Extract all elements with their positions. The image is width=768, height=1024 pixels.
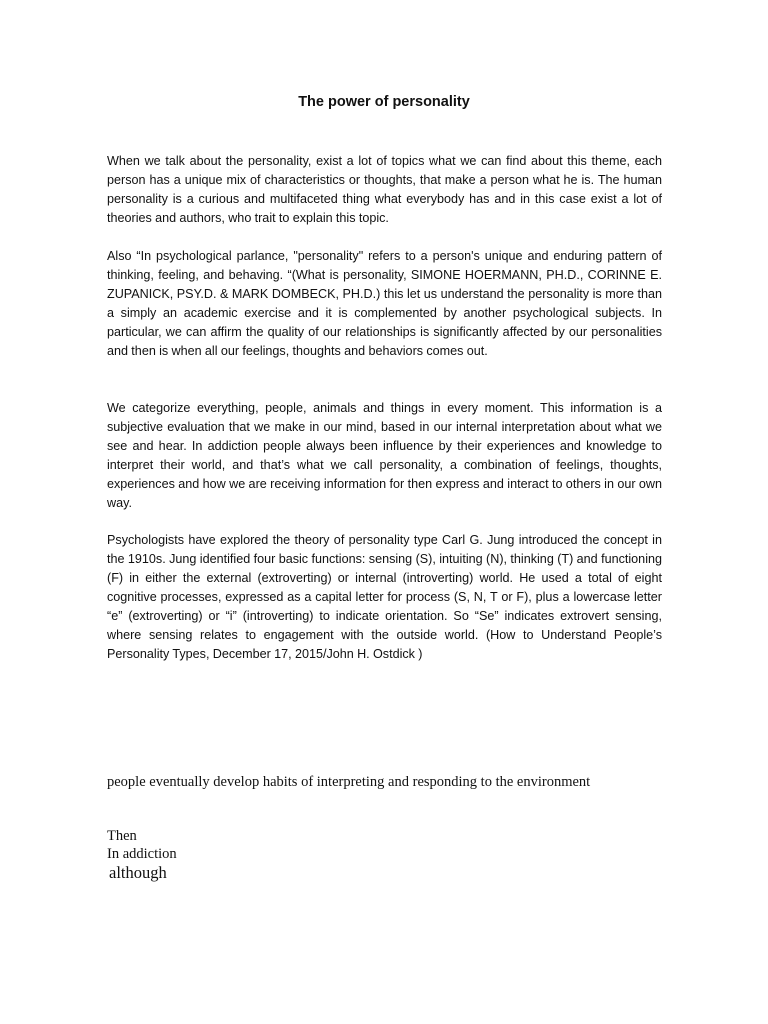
paragraph-intro: When we talk about the personality, exist a lot of topics what we can find about this theme, each person has a unique mix of characteristics or thoughts, that make a person what he is. The human personality is a curious and multifaceted thing what everybody has and in this case exist a lot of theories and authors, who trait to explain this topic.	[107, 154, 662, 225]
note-then: Then	[107, 828, 137, 844]
note-in-addiction: In addiction	[107, 846, 177, 862]
paragraph-categorize: We categorize everything, people, animals and things in every moment. This information is a subjective evaluation that we make in our mind, based in our internal interpretation about what we see and hear. In addiction people always been influence by their experiences and knowledge to interpret their world, and that’s what we call personality, a combination of feelings, thoughts, experiences and how we are receiving information for then express and interact to others in our own way.	[107, 401, 662, 510]
paragraph-definition: Also “In psychological parlance, "personality" refers to a person's unique and enduring pattern of thinking, feeling, and behaving. “(What is personality, SIMONE HOERMANN, PH.D., CORINNE E. ZUPANICK, PSY.D. & MARK DOMBECK, PH.D.) this let us understand the personality is more than a simply an academic exercise and it is complemented by another psychological subjects. In particular, we can affirm the quality of our relationships is significantly affected by our personalities and then is when all our feelings, thoughts and behaviors comes out.	[107, 249, 662, 358]
paragraph-jung: Psychologists have explored the theory of personality type Carl G. Jung introduced the concept in the 1910s. Jung identified four basic functions: sensing (S), intuiting (N), thinking (T) and functioning (F) in either the external (extroverting) or internal (introverting) world. He used a total of eight cognitive processes, expressed as a capital letter for process (S, N, T or F), plus a lowercase letter “e” (extroverting) or “i” (introverting) to indicate orientation. So “Se” indicates extrovert sensing, where sensing relates to engagement with the outside world. (How to Understand People’s Personality Types, December 17, 2015/John H. Ostdick )	[107, 533, 662, 661]
note-habits: people eventually develop habits of interpreting and responding to the environment	[107, 774, 591, 790]
document-title: The power of personality	[298, 94, 470, 110]
note-although: although	[109, 863, 167, 882]
